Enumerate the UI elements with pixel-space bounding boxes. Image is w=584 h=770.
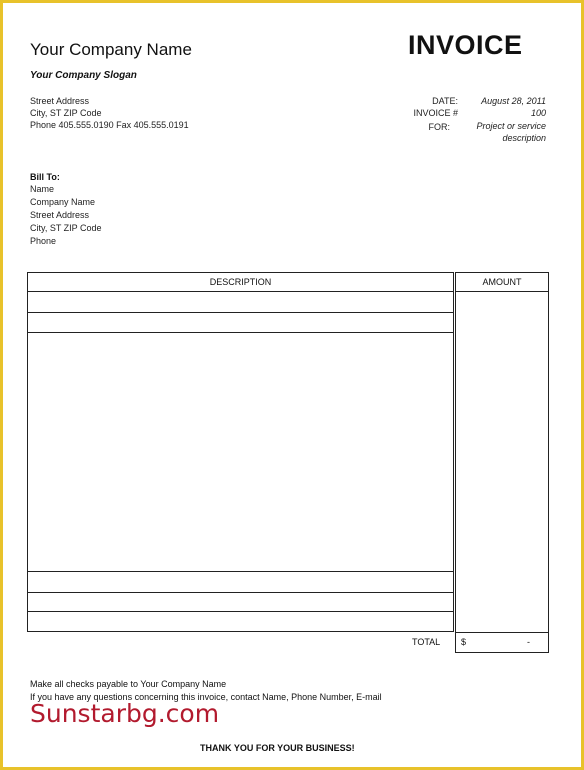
for-value-line1: Project or service [476, 121, 546, 131]
invoice-number-label: INVOICE # [413, 108, 458, 118]
total-box [455, 632, 549, 653]
for-label: FOR: [428, 122, 450, 132]
for-value-line2: description [502, 133, 546, 143]
header-divider [28, 291, 453, 292]
company-street: Street Address [30, 96, 90, 106]
row-divider [28, 592, 453, 593]
description-column [27, 272, 454, 632]
date-value: August 28, 2011 [481, 96, 546, 106]
total-label: TOTAL [412, 637, 441, 647]
row-divider [28, 571, 453, 572]
bill-to-city: City, ST ZIP Code [30, 223, 102, 233]
bill-to-heading: Bill To: [30, 172, 60, 182]
questions-note: If you have any questions concerning this invoice, contact Name, Phone Number, E-mail [30, 692, 382, 702]
company-city: City, ST ZIP Code [30, 108, 102, 118]
watermark: Sunstarbg.com [30, 699, 220, 728]
checks-payable-note: Make all checks payable to Your Company Name [30, 679, 227, 689]
total-value: - [527, 637, 530, 647]
date-label: DATE: [432, 96, 458, 106]
invoice-title: INVOICE [408, 30, 523, 60]
total-currency: $ [461, 637, 467, 647]
bill-to-phone: Phone [30, 236, 57, 246]
invoice-number-value: 100 [530, 108, 546, 118]
company-phone-fax: Phone 405.555.0190 Fax 405.555.0191 [30, 120, 189, 130]
row-divider [28, 332, 453, 333]
bill-to-company: Company Name [30, 197, 96, 207]
company-slogan: Your Company Slogan [30, 70, 137, 81]
row-divider [28, 611, 453, 612]
bill-to-street: Street Address [30, 210, 90, 220]
amount-header: AMOUNT [482, 277, 522, 287]
amount-header-divider [455, 291, 549, 292]
amount-column [455, 272, 549, 653]
description-header: DESCRIPTION [209, 277, 272, 287]
thank-you-note: THANK YOU FOR YOUR BUSINESS! [200, 743, 355, 753]
company-name: Your Company Name [30, 40, 192, 59]
bill-to-name: Name [30, 184, 55, 194]
row-divider [28, 312, 453, 313]
